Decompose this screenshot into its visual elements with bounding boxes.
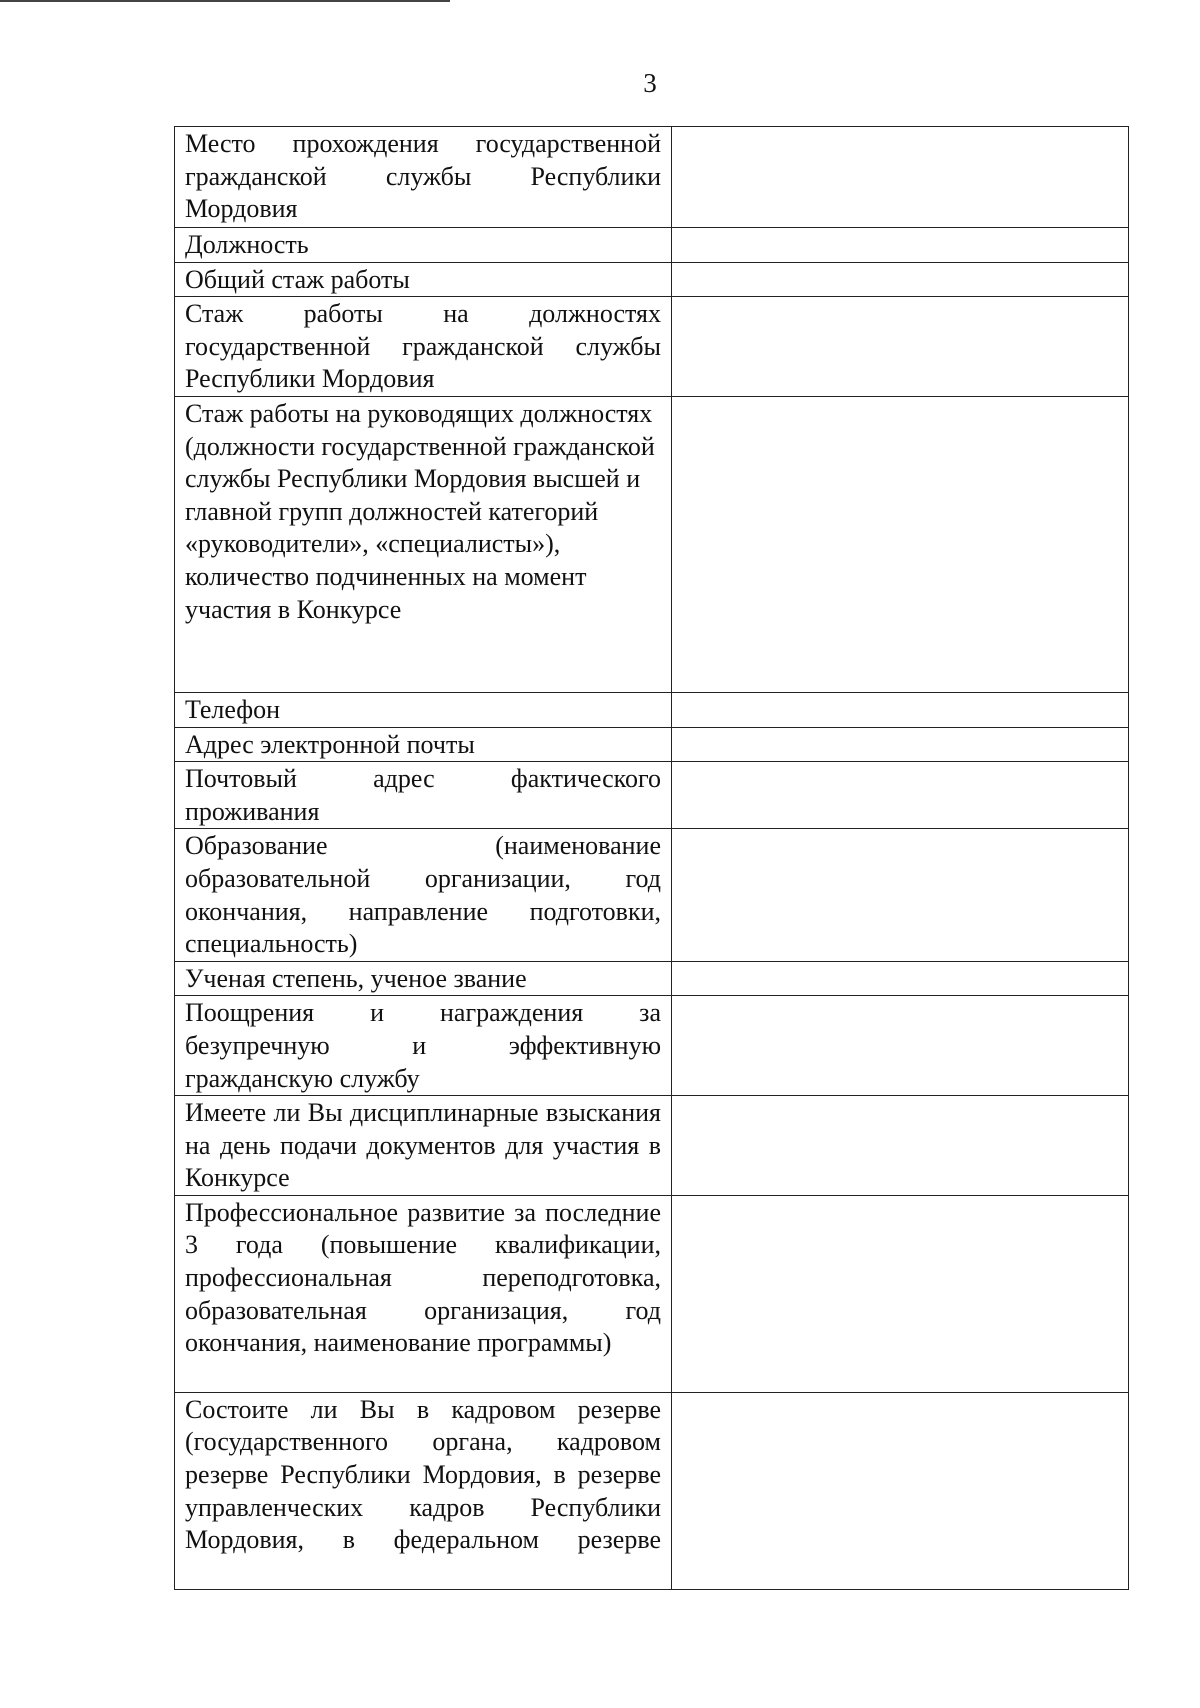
row-value-phone[interactable] (672, 692, 1129, 727)
table-row (175, 228, 1129, 263)
row-label-place-of-service: Место прохождения государственной гражданской службы Республики Мордовия (175, 127, 672, 228)
row-value-education[interactable] (672, 829, 1129, 961)
table-row (175, 961, 1129, 996)
row-value-professional-development[interactable] (672, 1195, 1129, 1392)
table-row (175, 1195, 1129, 1392)
row-value-position[interactable] (672, 228, 1129, 263)
table-row (175, 1096, 1129, 1196)
row-label-disciplinary-actions: Имеете ли Вы дисциплинарные взыскания на день подачи документов для участия в Конкурсе (175, 1096, 672, 1196)
applicant-questionnaire-table (174, 126, 1129, 1590)
table-row (175, 262, 1129, 297)
row-value-management-experience[interactable] (672, 396, 1129, 692)
row-value-disciplinary-actions[interactable] (672, 1096, 1129, 1196)
table-row (175, 996, 1129, 1096)
row-label-awards: Поощрения и награждения за безупречную и эффективную гражданскую службу (175, 996, 672, 1096)
row-label-email: Адрес электронной почты (175, 727, 672, 762)
row-value-email[interactable] (672, 727, 1129, 762)
row-label-postal-address: Почтовый адрес фактического проживания (175, 762, 672, 829)
row-label-personnel-reserve: Состоите ли Вы в кадровом резерве (государственного органа, кадровом резерве Республики Мордовия, в резерве управленческих кадров Республики Мордовия, в федеральном резерве (175, 1392, 672, 1589)
table-row (175, 692, 1129, 727)
row-label-management-experience: Стаж работы на руководящих должностях (должности государственной гражданской службы Республики Мордовия высшей и главной групп должностей категорий «руководители», «специалисты»), количество подчиненных на момент участия в Конкурсе (175, 396, 672, 692)
table-row (175, 1392, 1129, 1589)
row-label-phone: Телефон (175, 692, 672, 727)
row-value-place-of-service[interactable] (672, 127, 1129, 228)
table-row (175, 297, 1129, 397)
row-label-education: Образование (наименование образовательной организации, год окончания, направление подготовки, специальность) (175, 829, 672, 961)
page-number: 3 (643, 68, 657, 98)
row-value-awards[interactable] (672, 996, 1129, 1096)
table-row (175, 762, 1129, 829)
table-row (175, 396, 1129, 692)
row-value-personnel-reserve[interactable] (672, 1392, 1129, 1589)
table-row (175, 727, 1129, 762)
row-value-academic-degree[interactable] (672, 961, 1129, 996)
row-label-professional-development: Профессиональное развитие за последние 3 года (повышение квалификации, профессиональная переподготовка, образовательная организация, год окончания, наименование программы) (175, 1195, 672, 1392)
row-value-postal-address[interactable] (672, 762, 1129, 829)
scan-edge-line (0, 0, 450, 2)
row-value-civil-service-experience[interactable] (672, 297, 1129, 397)
row-label-civil-service-experience: Стаж работы на должностях государственной гражданской службы Республики Мордовия (175, 297, 672, 397)
row-value-total-experience[interactable] (672, 262, 1129, 297)
table-row (175, 127, 1129, 228)
table-row (175, 829, 1129, 961)
row-label-total-experience: Общий стаж работы (175, 262, 672, 297)
row-label-position: Должность (175, 228, 672, 263)
row-label-academic-degree: Ученая степень, ученое звание (175, 961, 672, 996)
